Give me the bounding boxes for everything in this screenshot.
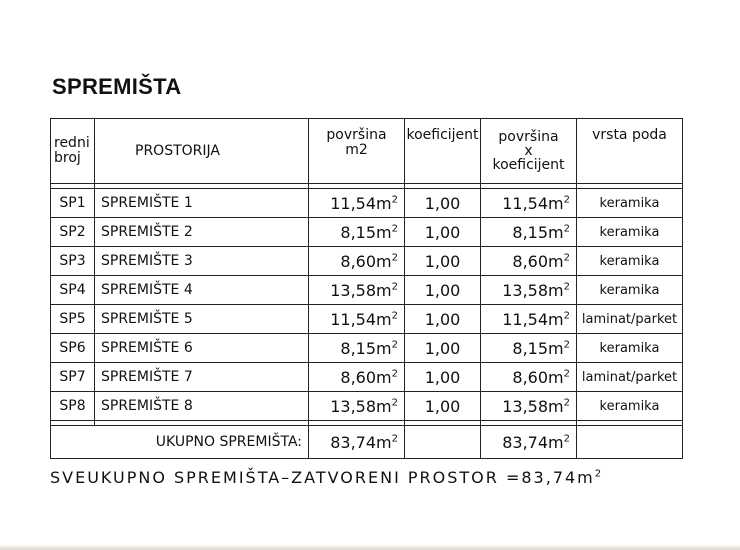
row-id: SP6: [51, 334, 95, 363]
row-area-x: $13,58m^2$: [481, 392, 577, 421]
row-coef: 1,00: [405, 392, 481, 421]
row-area-x: $8,15m^2$: [481, 334, 577, 363]
row-name: SPREMIŠTE 1: [95, 189, 309, 218]
storage-table: [50, 118, 683, 459]
row-area: $8,15m^2$: [309, 334, 405, 363]
row-coef: 1,00: [405, 305, 481, 334]
row-area: $8,15m^2$: [309, 218, 405, 247]
header-vrsta-poda: vrsta poda: [577, 119, 683, 184]
total-empty-floor: [577, 426, 683, 459]
row-id: SP1: [51, 189, 95, 218]
row-name: SPREMIŠTE 3: [95, 247, 309, 276]
header-redni-broj: redni broj: [51, 119, 95, 184]
summary-line: SVEUKUPNO SPREMIŠTA–ZATVORENI PROSTOR $=83,74m^2$: [50, 468, 604, 487]
total-row: [51, 426, 683, 459]
row-name: SPREMIŠTE 8: [95, 392, 309, 421]
row-coef: 1,00: [405, 218, 481, 247]
table-row: [51, 305, 683, 334]
table-row: [51, 218, 683, 247]
row-coef: 1,00: [405, 363, 481, 392]
row-coef: 1,00: [405, 247, 481, 276]
table-row: [51, 276, 683, 305]
row-floor: keramika: [577, 218, 683, 247]
header-prostorija: PROSTORIJA: [95, 119, 309, 184]
row-id: SP4: [51, 276, 95, 305]
row-name: SPREMIŠTE 6: [95, 334, 309, 363]
row-area: $11,54m^2$: [309, 305, 405, 334]
total-label: UKUPNO SPREMIŠTA:: [51, 426, 309, 459]
row-coef: 1,00: [405, 276, 481, 305]
row-id: SP3: [51, 247, 95, 276]
row-floor: laminat/parket: [577, 363, 683, 392]
header-povrsina: površina m2: [309, 119, 405, 184]
row-id: SP2: [51, 218, 95, 247]
table-header-row: [51, 119, 683, 184]
table-row: [51, 392, 683, 421]
row-floor: keramika: [577, 392, 683, 421]
table-row: [51, 247, 683, 276]
row-id: SP7: [51, 363, 95, 392]
row-area: $8,60m^2$: [309, 363, 405, 392]
row-name: SPREMIŠTE 2: [95, 218, 309, 247]
row-floor: keramika: [577, 247, 683, 276]
row-area-x: $11,54m^2$: [481, 189, 577, 218]
row-name: SPREMIŠTE 4: [95, 276, 309, 305]
row-coef: 1,00: [405, 189, 481, 218]
total-empty-coef: [405, 426, 481, 459]
row-area: $8,60m^2$: [309, 247, 405, 276]
page-title: SPREMIŠTA: [52, 74, 182, 99]
row-floor: keramika: [577, 276, 683, 305]
row-area-x: $8,60m^2$: [481, 363, 577, 392]
row-coef: 1,00: [405, 334, 481, 363]
row-name: SPREMIŠTE 7: [95, 363, 309, 392]
row-name: SPREMIŠTE 5: [95, 305, 309, 334]
row-area: $11,54m^2$: [309, 189, 405, 218]
row-floor: keramika: [577, 189, 683, 218]
row-id: SP8: [51, 392, 95, 421]
table-row: [51, 189, 683, 218]
row-area: $13,58m^2$: [309, 392, 405, 421]
row-floor: laminat/parket: [577, 305, 683, 334]
row-floor: keramika: [577, 334, 683, 363]
row-area-x: $13,58m^2$: [481, 276, 577, 305]
row-area: $13,58m^2$: [309, 276, 405, 305]
header-povrsina-x-koeficijent: površina x koeficijent: [481, 119, 577, 184]
total-area-x: $83,74m^2$: [481, 426, 577, 459]
row-area-x: $11,54m^2$: [481, 305, 577, 334]
page-edge: [0, 544, 740, 550]
table-row: [51, 334, 683, 363]
table-row: [51, 363, 683, 392]
header-koeficijent: koeficijent: [405, 119, 481, 184]
row-area-x: $8,60m^2$: [481, 247, 577, 276]
row-id: SP5: [51, 305, 95, 334]
total-area: $83,74m^2$: [309, 426, 405, 459]
row-area-x: $8,15m^2$: [481, 218, 577, 247]
